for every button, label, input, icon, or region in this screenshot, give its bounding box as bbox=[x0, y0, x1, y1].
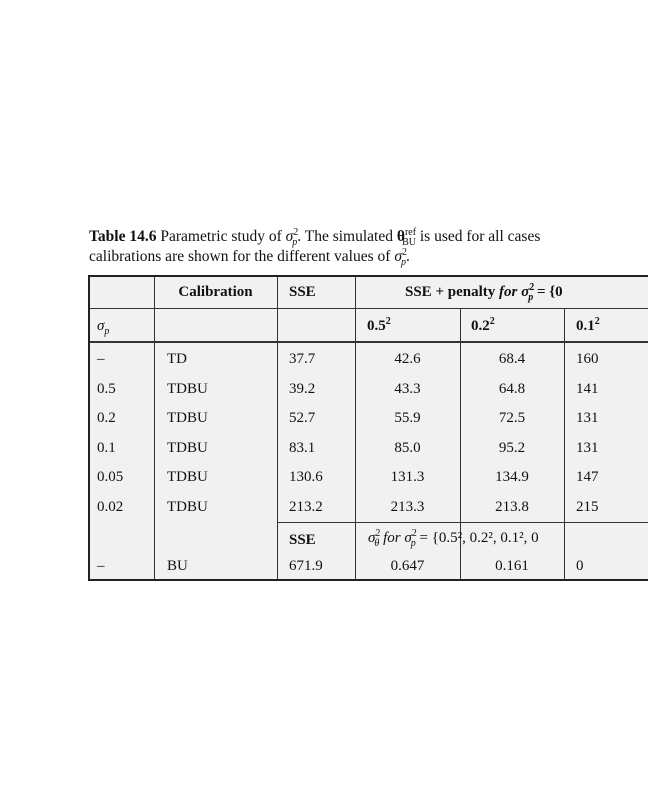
row-divider bbox=[277, 522, 648, 523]
bu-sse: 671.9 bbox=[289, 558, 323, 574]
cell-value-02: 134.9 bbox=[495, 469, 529, 485]
cell-sigma: 0.02 bbox=[97, 499, 124, 515]
row-divider bbox=[90, 342, 648, 343]
cell-value-05: 55.9 bbox=[394, 410, 421, 426]
bu-v1: 0.647 bbox=[390, 558, 425, 574]
cell-value-05: 213.3 bbox=[390, 499, 425, 515]
bu-sigma: – bbox=[97, 558, 105, 574]
sigma-symbol: σ bbox=[285, 228, 294, 245]
caption-text-3: is used for all cases bbox=[419, 228, 541, 245]
cell-value-01: 215 bbox=[576, 499, 599, 515]
caption-text-1: Parametric study of bbox=[160, 228, 282, 245]
cell-sigma: 0.05 bbox=[97, 469, 124, 485]
cell-sigma: 0.2 bbox=[97, 410, 116, 426]
cell-value-05: 131.3 bbox=[390, 469, 425, 485]
parametric-table bbox=[88, 275, 648, 581]
cell-sse: 83.1 bbox=[289, 440, 316, 456]
cell-value-05: 43.3 bbox=[394, 381, 421, 397]
cell-sigma: – bbox=[97, 351, 105, 367]
cell-value-01: 131 bbox=[576, 440, 599, 456]
caption-text-4: calibrations are shown for the different values of bbox=[89, 248, 391, 265]
cell-value-01: 160 bbox=[576, 351, 599, 367]
cell-value-05: 42.6 bbox=[394, 351, 421, 367]
cell-calibration: TDBU bbox=[167, 499, 208, 515]
bu-calibration: BU bbox=[167, 558, 188, 574]
cell-sse: 39.2 bbox=[289, 381, 316, 397]
header-sse-penalty: SSE + penalty for $\sigma^2_p = \{0$ bbox=[405, 282, 563, 303]
cell-value-02: 72.5 bbox=[498, 410, 526, 426]
cell-value-05: 85.0 bbox=[394, 440, 421, 456]
col-divider bbox=[355, 277, 356, 579]
subheader-sigma0: $\sigma^2_\theta$ for $\sigma^2_p = \{0.5^2$, 0.2², 0.1², 0 bbox=[368, 528, 539, 549]
table-caption: Table 14.6 Parametric study of $\sigma^2_p$. The simulated $\theta^{ref}_{BU}$ is used for all cases calibrations are shown for the different values of $\sigma^2_p$. bbox=[89, 227, 541, 268]
col-divider bbox=[277, 277, 278, 579]
cell-value-01: 131 bbox=[576, 410, 599, 426]
header-col-01: $0.1^2$ bbox=[576, 316, 600, 334]
cell-calibration: TDBU bbox=[167, 440, 208, 456]
theta-symbol: θ bbox=[396, 228, 405, 245]
col-divider bbox=[154, 277, 155, 579]
bu-v2: 0.161 bbox=[495, 558, 529, 574]
table-number: Table 14.6 bbox=[89, 228, 157, 245]
cell-value-02: 95.2 bbox=[498, 440, 526, 456]
caption-text-2: . The simulated bbox=[297, 228, 393, 245]
cell-value-01: 147 bbox=[576, 469, 599, 485]
cell-sse: 37.7 bbox=[289, 351, 316, 367]
cell-calibration: TD bbox=[167, 351, 187, 367]
cell-calibration: TDBU bbox=[167, 410, 208, 426]
bu-v3: 0 bbox=[576, 558, 584, 574]
cell-sse: 52.7 bbox=[289, 410, 316, 426]
cell-calibration: TDBU bbox=[167, 469, 208, 485]
cell-value-02: 64.8 bbox=[498, 381, 526, 397]
cell-sse: 130.6 bbox=[289, 469, 323, 485]
header-calibration: Calibration bbox=[178, 284, 253, 300]
header-col-02: $0.2^2$ bbox=[471, 316, 495, 334]
col-divider bbox=[564, 308, 565, 579]
cell-value-02: 213.8 bbox=[495, 499, 529, 515]
row-divider bbox=[90, 308, 648, 309]
cell-sigma: 0.5 bbox=[97, 381, 116, 397]
header-col-05: $0.5^2$ bbox=[367, 316, 391, 334]
subheader-sse: SSE bbox=[289, 532, 316, 548]
cell-value-01: 141 bbox=[576, 381, 599, 397]
cell-sse: 213.2 bbox=[289, 499, 323, 515]
cell-value-02: 68.4 bbox=[498, 351, 526, 367]
header-sse: SSE bbox=[289, 284, 316, 300]
cell-sigma: 0.1 bbox=[97, 440, 116, 456]
header-sigma-p: $\sigma_p$ bbox=[97, 318, 110, 337]
cell-calibration: TDBU bbox=[167, 381, 208, 397]
